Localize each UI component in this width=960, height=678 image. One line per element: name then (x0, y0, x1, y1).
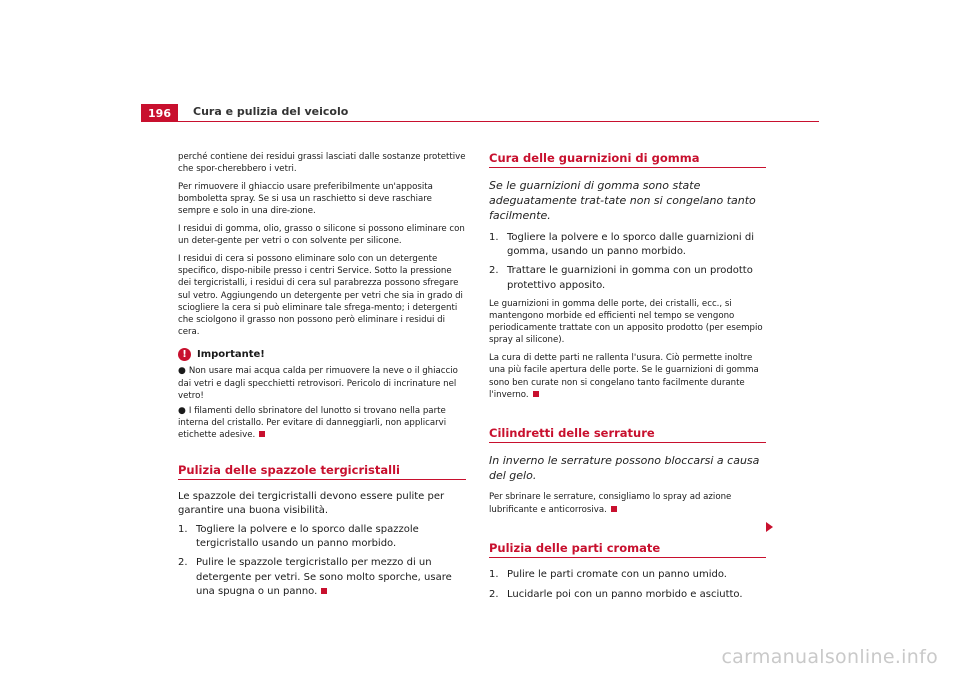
running-header-title: Cura e pulizia del veicolo (193, 105, 349, 118)
important-notice (178, 348, 466, 441)
paragraph-text: La cura di dette parti ne rallenta l'usura. Ciò permette inoltre una più facile apertura delle porte. Se le guarnizioni di gomma sono ben curate non si congelano tanto facilmente durante l'inverno. (489, 353, 759, 400)
list-item (489, 568, 766, 582)
bullet-icon: ● (178, 366, 186, 377)
header-divider (141, 121, 819, 122)
list-item (489, 588, 766, 602)
section-heading: Pulizia delle spazzole tergicristalli (178, 463, 466, 480)
end-of-section-icon (533, 391, 539, 397)
bullet-text: I filamenti dello sbrinatore del lunotto si trovano nella parte interna del cristallo. Per evitare di danneggiarli, non applicarvi etichette adesive. (178, 405, 447, 441)
step-text: Togliere la polvere e lo sporco dalle guarnizioni di gomma, usando un panno morbido. (507, 232, 754, 258)
step-number: 2. (489, 588, 499, 600)
paragraph (489, 491, 766, 515)
step-list (178, 523, 466, 599)
step-number: 1. (489, 232, 499, 243)
important-bullet (178, 405, 466, 442)
end-of-section-icon (321, 588, 327, 594)
watermark: carmanualsonline.info (721, 646, 938, 668)
step-number: 2. (489, 265, 499, 277)
important-title: Importante! (197, 349, 265, 361)
section-subtitle: Se le guarnizioni di gomma sono state adeguatamente trat-tate non si congelano tanto facilmente. (489, 179, 756, 222)
step-list (489, 568, 766, 601)
paragraph: perché contiene dei residui grassi lasciati dalle sostanze protettive che spor-cherebbero i vetri. (178, 152, 466, 175)
end-of-section-icon (611, 506, 617, 512)
step-text: Lucidarle poi con un panno morbido e asciutto. (507, 588, 743, 600)
left-column (178, 151, 466, 604)
warning-icon: ! (178, 348, 191, 361)
section-heading: Pulizia delle parti cromate (489, 541, 766, 558)
step-number: 2. (178, 557, 188, 569)
bullet-text: Non usare mai acqua calda per rimuovere la neve o il ghiaccio dai vetri e dagli specchietti retrovisori. Pericolo di incrinature nel vetro! (178, 366, 458, 401)
right-column (489, 151, 766, 607)
page-number: 196 (141, 104, 178, 122)
bullet-icon: ● (178, 405, 186, 416)
paragraph: I residui di cera si possono eliminare solo con un detergente specifico, dispo-nibile presso i centri Service. Sotto la pressione dei tergicristalli, i residui di cera sul parabrezza possono sfregare sul vetro. Aggiungendo un detergente per vetri che sia in grado di sciogliere la cera si può eliminare tale sfrega-mento; i detergenti che sciolgono il grasso non possono però eliminare i residui di cera. (178, 253, 463, 338)
end-of-section-icon (259, 431, 265, 437)
important-bullet (178, 365, 466, 402)
paragraph: Per rimuovere il ghiaccio usare preferibilmente un'apposita bomboletta spray. Se si usa un raschietto si deve raschiare sempre e solo in una dire-zione. (178, 181, 433, 217)
paragraph: I residui di gomma, olio, grasso o silicone si possono eliminare con un deter-gente per vetri o con solvente per silicone. (178, 224, 465, 247)
list-item (489, 231, 766, 259)
section-heading: Cilindretti delle serrature (489, 426, 766, 443)
step-number: 1. (178, 523, 188, 535)
section-intro: Le spazzole dei tergicristalli devono essere pulite per garantire una buona visibilità. (178, 490, 445, 516)
important-header (178, 348, 466, 361)
step-list (489, 231, 766, 293)
list-item (178, 523, 466, 551)
step-text: Togliere la polvere e lo sporco dalle spazzole tergicristallo usando un panno morbido. (196, 523, 419, 550)
step-text-content: Pulire le spazzole tergicristallo per mezzo di un detergente per vetri. Se sono molto sporche, usare una spugna o un panno. (196, 557, 452, 597)
step-number: 1. (489, 569, 499, 581)
step-text: Pulire le parti cromate con un panno umido. (507, 569, 727, 581)
section-heading: Cura delle guarnizioni di gomma (489, 151, 766, 168)
paragraph-text: Per sbrinare le serrature, consigliamo lo spray ad azione lubrificante e anticorrosiva. (489, 492, 732, 515)
list-item (178, 556, 466, 599)
step-text (196, 556, 466, 599)
next-page-arrow-icon (766, 522, 773, 532)
step-text: Trattare le guarnizioni in gomma con un prodotto protettivo apposito. (507, 265, 753, 291)
section-subtitle: In inverno le serrature possono bloccarsi a causa del gelo. (489, 454, 760, 483)
paragraph: Le guarnizioni in gomma delle porte, dei cristalli, ecc., si mantengono morbide ed efficienti nel tempo se vengono periodicamente trattate con un apposito prodotto (per esempio spray al silicone). (489, 298, 763, 346)
paragraph (489, 352, 766, 401)
list-item (489, 264, 766, 292)
